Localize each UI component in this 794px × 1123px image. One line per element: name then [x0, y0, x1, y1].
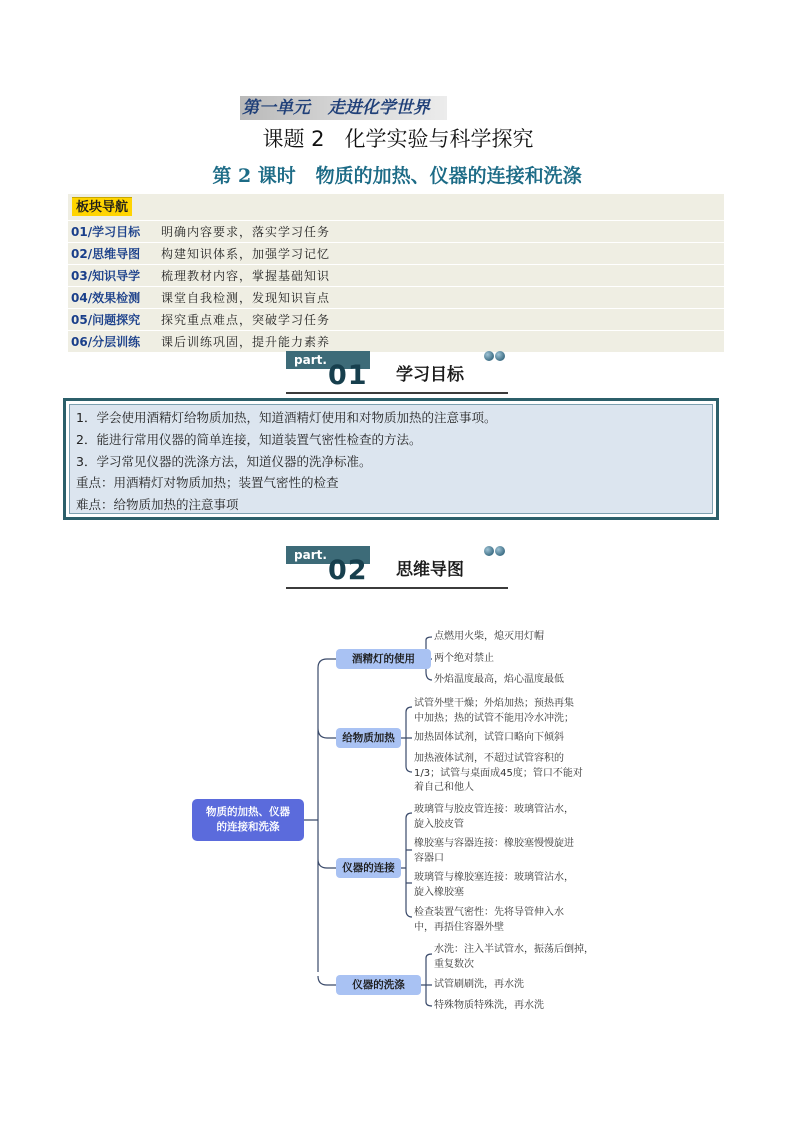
mindmap-leaf: 橡胶塞与容器连接：橡胶塞慢慢旋进 容器口 — [414, 838, 574, 864]
nav-item-code: 04/效果检测 — [71, 291, 141, 305]
mindmap-leaf: 外焰温度最高，焰心温度最低 — [434, 674, 564, 685]
goal-item: 2．能进行常用仪器的简单连接，知道装置气密性检查的方法。 — [76, 432, 422, 447]
mindmap-branch-alcohol-lamp[interactable]: 酒精灯的使用 — [336, 649, 431, 669]
nav-item-code: 01/学习目标 — [71, 225, 141, 239]
mindmap-leaf: 检查装置气密性：先将导管伸入水 中，再捂住容器外壁 — [414, 907, 564, 933]
nav-item-desc: 梳理教材内容，掌握基础知识 — [161, 269, 331, 283]
part-tag: part. — [286, 351, 370, 369]
part-number: 02 — [328, 555, 368, 586]
part-tag: part. — [286, 546, 370, 564]
mindmap-branch-heating[interactable]: 给物质加热 — [336, 728, 401, 748]
nav-item-desc: 探究重点难点，突破学习任务 — [161, 313, 331, 327]
goal-item: 1．学会使用酒精灯给物质加热，知道酒精灯使用和对物质加热的注意事项。 — [76, 410, 497, 425]
mindmap-leaf: 特殊物质特殊洗，再水洗 — [434, 1000, 544, 1011]
goal-item: 3．学习常见仪器的洗涤方法，知道仪器的洗净标准。 — [76, 454, 372, 469]
mindmap-root[interactable] — [192, 799, 304, 841]
key-point: 重点：用酒精灯对物质加热；装置气密性的检查 — [76, 475, 339, 490]
nav-item-desc: 课堂自我检测，发现知识盲点 — [161, 291, 331, 305]
nav-item-code: 02/思维导图 — [71, 247, 141, 261]
mindmap-leaf: 加热液体试剂，不超过试管容积的 1/3；试管与桌面成45度；管口不能对 着自己和他人 — [414, 753, 583, 793]
part-number: 01 — [328, 360, 368, 391]
nav-header: 板块导航 — [72, 197, 132, 216]
nav-item-desc: 明确内容要求，落实学习任务 — [161, 225, 331, 239]
nav-item-desc: 构建知识体系，加强学习记忆 — [161, 247, 331, 261]
mindmap-branch-washing[interactable]: 仪器的洗涤 — [336, 975, 421, 995]
period-title: 第 2 课时 物质的加热、仪器的连接和洗涤 — [212, 165, 582, 187]
mindmap-leaf: 点燃用火柴，熄灭用灯帽 — [434, 631, 544, 642]
difficult-point: 难点：给物质加热的注意事项 — [76, 497, 239, 512]
mindmap-leaf: 试管外壁干燥；外焰加热；预热再集 中加热；热的试管不能用冷水冲洗； — [414, 698, 574, 724]
unit-banner: 第一单元 走进化学世界 — [240, 96, 447, 120]
mindmap-leaf: 水洗：注入半试管水，振荡后倒掉， 重复数次 — [434, 944, 594, 970]
lesson-title: 课题 2 化学实验与科学探究 — [262, 127, 534, 151]
part-title: 学习目标 — [396, 365, 464, 385]
nav-item-code: 06/分层训练 — [71, 335, 141, 349]
mindmap-branch-connection[interactable]: 仪器的连接 — [336, 858, 401, 878]
mindmap-root-line: 物质的加热、仪器 — [206, 806, 290, 818]
mindmap-leaf: 两个绝对禁止 — [434, 653, 494, 664]
mindmap-leaf: 玻璃管与胶皮管连接：玻璃管沾水， 旋入胶皮管 — [414, 804, 574, 830]
mindmap-leaf: 试管刷刷洗，再水洗 — [434, 979, 524, 990]
mindmap-leaf: 加热固体试剂，试管口略向下倾斜 — [414, 732, 564, 743]
mindmap-root-line: 的连接和洗涤 — [216, 821, 280, 833]
nav-item-desc: 课后训练巩固，提升能力素养 — [161, 335, 331, 349]
nav-item-code: 03/知识导学 — [71, 269, 141, 283]
nav-item-code: 05/问题探究 — [71, 313, 141, 327]
part-title: 思维导图 — [396, 560, 464, 580]
mindmap-leaf: 玻璃管与橡胶塞连接：玻璃管沾水， 旋入橡胶塞 — [414, 872, 574, 898]
